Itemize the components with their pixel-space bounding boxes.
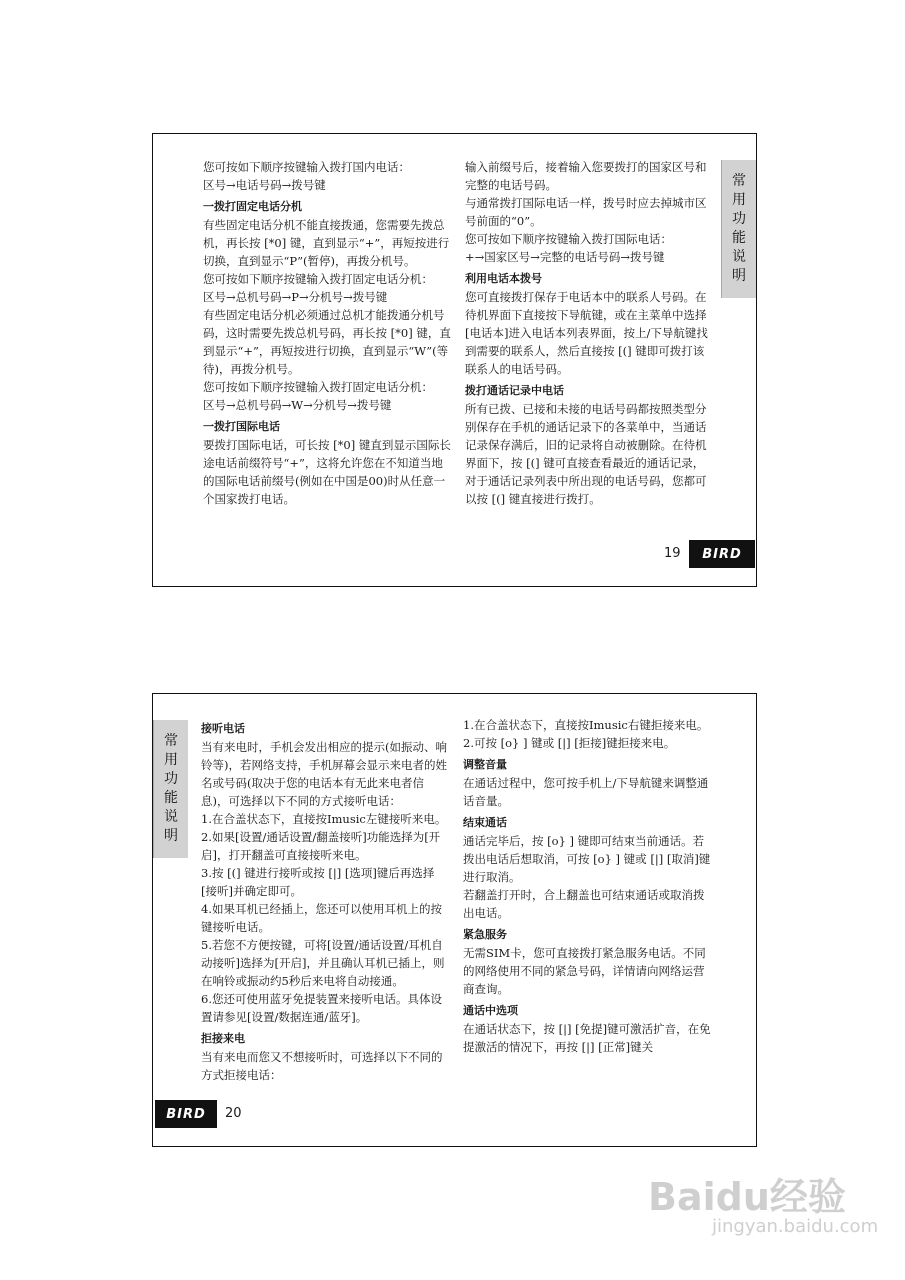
section-tab: [721, 160, 756, 298]
tab-char: 功: [732, 211, 746, 227]
section-heading: 一拨打固定电话分机: [203, 200, 302, 213]
section-heading: 结束通话: [463, 816, 507, 829]
body-paragraph: 您可按如下顺序按键输入拨打固定电话分机：: [203, 380, 433, 394]
tab-char: 说: [732, 249, 746, 265]
tab-char: 常: [732, 173, 746, 189]
body-paragraph: 区号→总机号码→W→分机号→拨号键: [203, 398, 392, 412]
body-paragraph: 若翻盖打开时，合上翻盖也可结束通话或取消拨出电话。: [463, 888, 705, 920]
tab-char: 功: [164, 771, 178, 787]
body-paragraph: 区号→电话号码→拨号键: [203, 178, 326, 192]
section-heading: 利用电话本拨号: [465, 272, 542, 285]
page19-left-column: [203, 158, 451, 508]
body-paragraph: 无需SIM卡，您可直接拨打紧急服务电话。不同的网络使用不同的紧急号码，详情请向网络运营商查询。: [463, 946, 706, 996]
body-paragraph: 通话完毕后，按 [o} ] 键即可结束当前通话。若拨出电话后想取消，可按 [o} ] 键或 [|] [取消]键进行取消。: [463, 834, 711, 884]
tab-char: 常: [164, 733, 178, 749]
page20-right-column: [463, 716, 713, 1056]
body-paragraph: 您可按如下顺序按键输入拨打国内电话：: [203, 160, 410, 174]
section-heading: 调整音量: [463, 758, 507, 771]
body-paragraph: +→国家区号→完整的电话号码→拨号键: [465, 250, 665, 264]
page-number: 19: [664, 546, 681, 561]
manual-page-19: [152, 133, 757, 587]
body-paragraph: 有些固定电话分机不能直接拨通，您需要先拨总机，再长按 [*0] 键，直到显示“+”，再短按进行切换，直到显示“P”(暂停)，再拨分机号。: [203, 218, 450, 268]
body-paragraph: 您可直接拨打保存于电话本中的联系人号码。在待机界面下直接按下导航键，或在主菜单中选择[电话本]进入电话本列表界面，按上/下导航键找到需要的联系人，然后直接按 [(] 键即可拨打该联系人的电话号码。: [465, 290, 708, 376]
body-paragraph: 6.您还可使用蓝牙免提装置来接听电话。具体设置请参见[设置/数据连通/蓝牙]。: [201, 992, 442, 1024]
body-paragraph: 有些固定电话分机必须通过总机才能拨通分机号码，这时需要先拨总机号码，再长按 [*0] 键，直到显示“+”，再短按进行切换，直到显示“W”(等待)，再拨分机号。: [203, 308, 451, 376]
body-paragraph: 1.在合盖状态下，直接按Imusic左键接听来电。: [201, 812, 447, 826]
tab-char: 用: [164, 752, 178, 768]
body-paragraph: 当有来电而您又不想接听时，可选择以下不同的方式拒接电话：: [201, 1050, 443, 1082]
body-paragraph: 您可按如下顺序按键输入拨打国际电话：: [465, 232, 672, 246]
section-heading: 接听电话: [201, 722, 245, 735]
tab-char: 说: [164, 809, 178, 825]
tab-char: 用: [732, 192, 746, 208]
section-heading: 拒接来电: [201, 1032, 245, 1045]
body-paragraph: 3.按 [(] 键进行接听或按 [|] [选项]键后再选择[接听]并确定即可。: [201, 866, 435, 898]
body-paragraph: 4.如果耳机已经插上，您还可以使用耳机上的按键接听电话。: [201, 902, 442, 934]
tab-char: 能: [732, 230, 746, 246]
section-tab: [153, 720, 188, 858]
body-paragraph: 2.可按 [o} ] 键或 [|] [拒接]键拒接来电。: [463, 736, 676, 750]
page19-right-column: [465, 158, 713, 508]
section-heading: 拨打通话记录中电话: [465, 384, 564, 397]
body-paragraph: 您可按如下顺序按键输入拨打固定电话分机：: [203, 272, 433, 286]
section-heading: 一拨打国际电话: [203, 420, 280, 433]
body-paragraph: 所有已拨、已接和未接的电话号码都按照类型分别保存在手机的通话记录下的各菜单中，当通话记录保存满后，旧的记录将自动被删除。在待机界面下，按 [(] 键可直接查看最近的通话记录，对于通话记录列表中所出现的电话号码，您都可以按 [(] 键直接进行拨打。: [465, 402, 707, 506]
section-heading: 紧急服务: [463, 928, 507, 941]
page-number: 20: [225, 1106, 242, 1121]
manual-page-20: [152, 693, 757, 1147]
body-paragraph: 当有来电时，手机会发出相应的提示(如振动、响铃等)，若网络支持，手机屏幕会显示来电者的姓名或号码(取决于您的电话本有无此来电者信息)，可选择以下不同的方式接听电话：: [201, 740, 447, 808]
page20-left-column: [201, 716, 449, 1084]
body-paragraph: 2.如果[设置/通话设置/翻盖接听]功能选择为[开启]，打开翻盖可直接接听来电。: [201, 830, 441, 862]
body-paragraph: 5.若您不方便按键，可将[设置/通话设置/耳机自动接听]选择为[开启]，并且确认耳机已插上，则在响铃或振动约5秒后来电将自动接通。: [201, 938, 445, 988]
body-paragraph: 与通常拨打国际电话一样，拨号时应去掉城市区号前面的“0”。: [465, 196, 707, 228]
body-paragraph: 在通话过程中，您可按手机上/下导航键来调整通话音量。: [463, 776, 709, 808]
baidu-watermark-url: jingyan.baidu.com: [712, 1216, 879, 1237]
tab-char: 明: [164, 828, 178, 844]
body-paragraph: 在通话状态下，按 [|] [免提]键可激活扩音，在免提激活的情况下，再按 [|] [正常]键关: [463, 1022, 711, 1054]
baidu-watermark-logo: Baidu经验: [648, 1175, 846, 1219]
body-paragraph: 要拨打国际电话，可长按 [*0] 键直到显示国际长途电话前缀符号“+”，这将允许您在不知道当地的国际电话前缀号(例如在中国是00)时从任意一个国家拨打电话。: [203, 438, 451, 506]
body-paragraph: 1.在合盖状态下，直接按Imusic右键拒接来电。: [463, 718, 709, 732]
section-heading: 通话中选项: [463, 1004, 518, 1017]
bird-logo: BIRD: [689, 540, 755, 568]
body-paragraph: 区号→总机号码→P→分机号→拨号键: [203, 290, 388, 304]
tab-char: 能: [164, 790, 178, 806]
tab-char: 明: [732, 268, 746, 284]
bird-logo: BIRD: [155, 1100, 217, 1128]
body-paragraph: 输入前缀号后，接着输入您要拨打的国家区号和完整的电话号码。: [465, 160, 707, 192]
